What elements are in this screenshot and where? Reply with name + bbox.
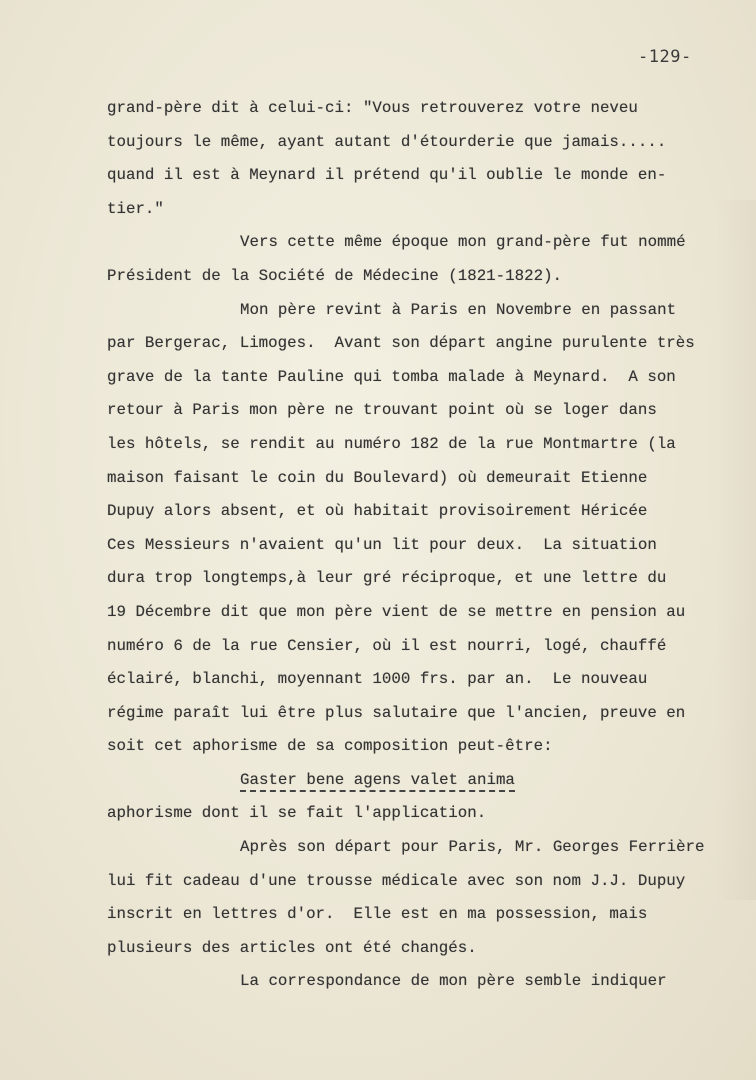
text-line: Dupuy alors absent, et où habitait provisoirement Héricée [107,502,648,521]
text-line: quand il est à Meynard il prétend qu'il oublie le monde en- [107,166,667,185]
text-line: par Bergerac, Limoges. Avant son départ angine purulente très [107,334,695,353]
text-line: plusieurs des articles ont été changés. [107,938,477,957]
text-line: inscrit en lettres d'or. Elle est en ma possession, mais [107,905,648,924]
text-line: les hôtels, se rendit au numéro 182 de la rue Montmartre (la [107,434,676,453]
text-line: aphorisme dont il se fait l'application. [107,804,487,823]
text-line: numéro 6 de la rue Censier, où il est nourri, logé, chauffé [107,636,667,655]
text-line: grave de la tante Pauline qui tomba malade à Meynard. A son [107,367,676,386]
text-line: soit cet aphorisme de sa composition peut-être: [107,737,553,756]
text-line: lui fit cadeau d'une trousse médicale avec son nom J.J. Dupuy [107,871,686,890]
motto-underlined: Gaster bene agens valet anima [240,771,515,792]
text-line: éclairé, blanchi, moyennant 1000 frs. par an. Le nouveau [107,670,648,689]
text-line: tier." [107,199,164,218]
page-number: -129- [638,47,692,67]
text-line: régime paraît lui être plus salutaire que l'ancien, preuve en [107,703,686,722]
body-text [107,92,727,999]
text-line: 19 Décembre dit que mon père vient de se mettre en pension au [107,602,686,621]
text-line: Après son départ pour Paris, Mr. Georges Ferrière [240,838,705,857]
text-line: dura trop longtemps,à leur gré réciproque, et une lettre du [107,569,667,588]
text-line: La correspondance de mon père semble indiquer [240,972,667,991]
text-line: maison faisant le coin du Boulevard) où demeurait Etienne [107,468,648,487]
motto-line [107,764,727,798]
text-line: Ces Messieurs n'avaient qu'un lit pour deux. La situation [107,535,657,554]
text-line: retour à Paris mon père ne trouvant point où se loger dans [107,401,657,420]
text-line: grand-père dit à celui-ci: "Vous retrouverez votre neveu [107,99,638,117]
text-line: Vers cette même époque mon grand-père fut nommé [240,233,686,252]
text-line: toujours le même, ayant autant d'étourderie que jamais..... [107,132,667,151]
text-line: Mon père revint à Paris en Novembre en passant [240,300,677,319]
text-line: Président de la Société de Médecine (1821-1822). [107,266,563,285]
